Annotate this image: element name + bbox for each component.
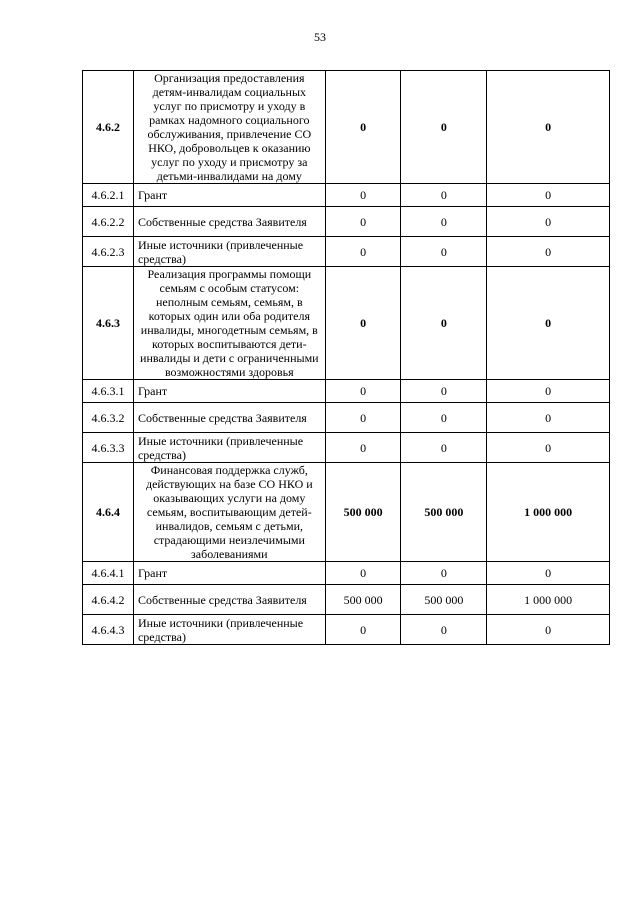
row-value-2: 0 [401,237,487,267]
row-name: Грант [133,380,325,403]
row-value-2: 0 [401,433,487,463]
row-code: 4.6.4.1 [83,562,134,585]
row-value-1: 500 000 [325,585,401,615]
row-value-3: 0 [487,615,610,645]
row-value-3: 0 [487,267,610,380]
budget-table [82,70,610,645]
row-value-2: 0 [401,403,487,433]
row-value-1: 0 [325,71,401,184]
row-value-2: 0 [401,207,487,237]
row-code: 4.6.4.2 [83,585,134,615]
row-name: Иные источники (привлеченные средства) [133,237,325,267]
row-value-3: 0 [487,71,610,184]
row-value-3: 0 [487,184,610,207]
row-value-2: 0 [401,615,487,645]
table-row [83,380,610,403]
row-name: Собственные средства Заявителя [133,403,325,433]
row-value-2: 0 [401,71,487,184]
row-code: 4.6.2.3 [83,237,134,267]
table-row-section [83,463,610,562]
row-value-3: 0 [487,403,610,433]
budget-table-body [83,71,610,645]
row-code: 4.6.2 [83,71,134,184]
table-row [83,433,610,463]
row-code: 4.6.3 [83,267,134,380]
row-code: 4.6.3.2 [83,403,134,433]
row-value-1: 0 [325,380,401,403]
row-value-3: 0 [487,433,610,463]
row-code: 4.6.3.1 [83,380,134,403]
table-row [83,184,610,207]
row-name: Финансовая поддержка служб, действующих на базе СО НКО и оказывающих услуги на дому семьям, воспитывающим детей-инвалидов, семьям с детьми, страдающими неизлечимыми заболеваниями [133,463,325,562]
row-value-2: 500 000 [401,463,487,562]
table-row-section [83,267,610,380]
row-value-3: 0 [487,380,610,403]
table-row [83,615,610,645]
row-value-1: 0 [325,403,401,433]
row-name: Иные источники (привлеченные средства) [133,433,325,463]
row-value-2: 0 [401,380,487,403]
row-name: Грант [133,184,325,207]
row-code: 4.6.2.2 [83,207,134,237]
row-value-1: 0 [325,207,401,237]
row-name: Иные источники (привлеченные средства) [133,615,325,645]
row-value-3: 0 [487,562,610,585]
row-value-2: 0 [401,562,487,585]
row-value-3: 1 000 000 [487,585,610,615]
page-number: 53 [314,30,326,44]
row-value-1: 500 000 [325,463,401,562]
row-name: Организация предоставления детям-инвалидам социальных услуг по присмотру и уходу в рамках надомного социального обслуживания, привлечение СО НКО, добровольцев к оказанию услуг по уходу и присмотру за детьми-инвалидами на дому [133,71,325,184]
row-value-1: 0 [325,267,401,380]
row-name: Собственные средства Заявителя [133,207,325,237]
table-row [83,207,610,237]
row-value-1: 0 [325,184,401,207]
row-value-3: 0 [487,237,610,267]
row-code: 4.6.3.3 [83,433,134,463]
row-name: Собственные средства Заявителя [133,585,325,615]
row-code: 4.6.4 [83,463,134,562]
row-value-1: 0 [325,615,401,645]
row-value-2: 0 [401,184,487,207]
row-code: 4.6.4.3 [83,615,134,645]
row-name: Реализация программы помощи семьям с особым статусом: неполным семьям, семьям, в которых один или оба родителя инвалиды, многодетным семьям, в которых воспитываются дети-инвалиды и дети с ограниченными возможностями здоровья [133,267,325,380]
row-value-1: 0 [325,237,401,267]
row-value-2: 500 000 [401,585,487,615]
table-row [83,403,610,433]
row-code: 4.6.2.1 [83,184,134,207]
table-row [83,237,610,267]
table-row [83,562,610,585]
row-value-3: 1 000 000 [487,463,610,562]
row-value-1: 0 [325,433,401,463]
row-name: Грант [133,562,325,585]
table-row-section [83,71,610,184]
row-value-1: 0 [325,562,401,585]
row-value-2: 0 [401,267,487,380]
table-row [83,585,610,615]
row-value-3: 0 [487,207,610,237]
